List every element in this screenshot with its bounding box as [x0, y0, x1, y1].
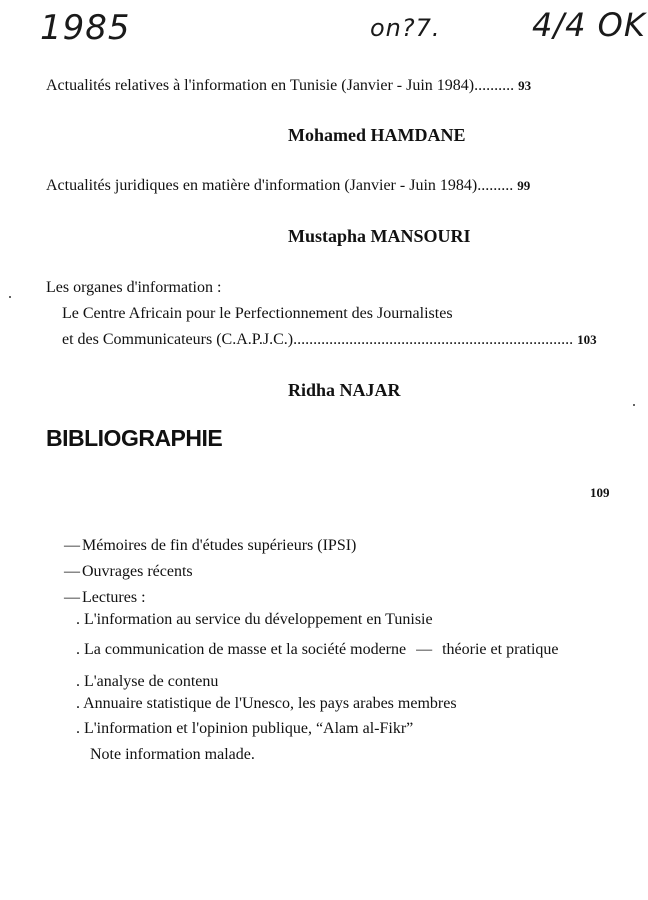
- handwritten-year: 1985: [40, 8, 131, 48]
- list-item-text: Lectures :: [82, 589, 146, 606]
- page-number: 109: [590, 485, 610, 500]
- list-item: [64, 588, 146, 608]
- lecture-item: . Annuaire statistique de l'Unesco, les pays arabes membres: [76, 695, 457, 712]
- toc-entry: [46, 76, 531, 96]
- lecture-item: . L'information et l'opinion publique, “Alam al-Fikr”: [76, 720, 414, 737]
- lecture-item: . L'information au service du développement en Tunisie: [76, 611, 433, 628]
- section-heading: BIBLIOGRAPHIE: [46, 425, 223, 451]
- lecture-item-text: . La communication de masse et la société moderne: [76, 641, 407, 658]
- lecture-item: Note information malade.: [90, 746, 255, 763]
- author-name: Ridha NAJAR: [288, 380, 401, 400]
- author-name: Mustapha MANSOURI: [288, 226, 471, 246]
- leader-dots: ..........: [474, 77, 515, 94]
- leader-dots: ......................................................................: [293, 331, 574, 348]
- page-number: 103: [577, 332, 597, 347]
- dash-bullet: —: [64, 589, 80, 606]
- list-item: [64, 562, 193, 582]
- author-name: Mohamed HAMDANE: [288, 125, 466, 145]
- page-number: 99: [517, 178, 531, 193]
- lecture-item-suffix: théorie et pratique: [442, 641, 559, 658]
- page-number: 93: [518, 78, 532, 93]
- scan-speck: [9, 296, 11, 298]
- toc-entry-title: Actualités juridiques en matière d'information (Janvier - Juin 1984): [46, 177, 478, 194]
- dash-bullet: —: [64, 537, 80, 554]
- toc-entry-title: Actualités relatives à l'information en Tunisie (Janvier - Juin 1984): [46, 77, 475, 94]
- leader-dots: .........: [477, 177, 514, 194]
- list-item: [64, 536, 356, 556]
- toc-entry-title: Les organes d'information :: [46, 279, 222, 296]
- scan-speck: [633, 404, 635, 406]
- toc-entry: [62, 330, 597, 350]
- dash-separator: —: [416, 641, 433, 658]
- toc-entry-subtitle: et des Communicateurs (C.A.P.J.C.): [62, 331, 294, 348]
- lecture-item: [76, 640, 559, 660]
- list-item-text: Mémoires de fin d'études supérieurs (IPSI): [82, 537, 357, 554]
- lecture-item: . L'analyse de contenu: [76, 673, 219, 690]
- toc-entry-subtitle: Le Centre Africain pour le Perfectionnement des Journalistes: [62, 305, 453, 322]
- toc-entry: [46, 176, 530, 196]
- dash-bullet: —: [64, 563, 80, 580]
- handwritten-marks: 4/4 OK: [532, 6, 646, 44]
- handwritten-reference: on?7.: [370, 14, 441, 42]
- list-item-text: Ouvrages récents: [82, 563, 193, 580]
